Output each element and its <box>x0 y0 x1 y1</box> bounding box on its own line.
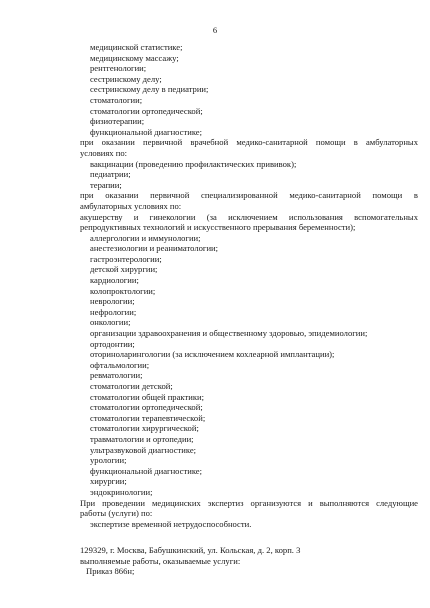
list-line: экспертизе временной нетрудоспособности. <box>90 518 252 529</box>
list-line: хирургии; <box>90 476 127 487</box>
list-line: неврологии; <box>90 296 135 307</box>
list-line: оториноларингологии (за исключением кохлеарной имплантации); <box>90 349 335 360</box>
list-line: урологии; <box>90 455 127 466</box>
list-line: ревматологии; <box>90 370 143 381</box>
list-line: травматологии и ортопедии; <box>90 433 194 444</box>
list-line: организации здравоохранения и общественному здоровью, эпидемиологии; <box>90 328 368 339</box>
list-line: педиатрии; <box>90 169 131 180</box>
list-line: терапии; <box>90 179 122 190</box>
list-line: ультразвуковой диагностике; <box>90 444 197 455</box>
list-line: колопроктологии; <box>90 285 156 296</box>
list-line: функциональной диагностике; <box>90 465 203 476</box>
list-line: анестезиологии и реаниматологии; <box>90 243 219 254</box>
list-line: кардиологии; <box>90 275 139 286</box>
list-line: репродуктивных технологий и искусственного прерывания беременности); <box>80 222 356 233</box>
list-line: стоматологии детской; <box>90 381 173 391</box>
list-line: аллергологии и иммунологии; <box>90 232 201 243</box>
address-line: 129329, г. Москва, Бабушкинский, ул. Кольская, д. 2, корп. 3 <box>80 545 301 555</box>
address-block <box>0 545 430 577</box>
list-line: стоматологии хирургической; <box>90 423 199 434</box>
list-line: сестринскому делу в педиатрии; <box>90 84 209 95</box>
list-line: детской хирургии; <box>90 264 158 275</box>
list-line: сестринскому делу; <box>90 73 162 84</box>
list-line: стоматологии терапевтической; <box>90 412 206 423</box>
list-line: при оказании первичной специализированной медико-санитарной помощи в <box>80 190 418 201</box>
list-line: При проведении медицинских экспертиз организуются и выполняются следующие <box>80 497 418 508</box>
list-line: нефрологии; <box>90 306 137 317</box>
list-line: работы (услуги) по: <box>80 508 153 519</box>
list-line: физиотерапии; <box>90 116 145 127</box>
list-line: вакцинации (проведению профилактических прививок); <box>90 158 297 169</box>
list-line: гастроэнтерологии; <box>90 253 162 264</box>
page-number: 6 <box>212 25 218 35</box>
list-line: функциональной диагностике; <box>90 126 203 137</box>
list-line: ортодонтии; <box>90 338 135 349</box>
list-line: стоматологии ортопедической; <box>90 402 203 413</box>
list-line: амбулаторных условиях по: <box>80 200 182 211</box>
list-line: онкологии; <box>90 317 131 328</box>
list-line: рентгенологии; <box>90 63 147 74</box>
list-line: офтальмологии; <box>90 359 150 370</box>
list-line: при оказании первичной врачебной медико-санитарной помощи в амбулаторных <box>80 137 418 148</box>
list-line: акушерству и гинекологии (за исключением использования вспомогательных <box>80 211 418 222</box>
services-heading: выполняемые работы, оказываемые услуги: <box>80 555 241 566</box>
list-line: эндокринологии; <box>90 486 153 497</box>
list-line: стоматологии; <box>90 94 143 105</box>
list-line: стоматологии ортопедической; <box>90 105 203 116</box>
list-line: стоматологии общей практики; <box>90 391 204 402</box>
list-line: медицинскому массажу; <box>90 52 179 63</box>
order-reference: Приказ 866н; <box>86 566 135 577</box>
list-line: медицинской статистике; <box>90 42 183 52</box>
services-list <box>0 42 430 529</box>
list-line: условиях по: <box>80 147 128 158</box>
